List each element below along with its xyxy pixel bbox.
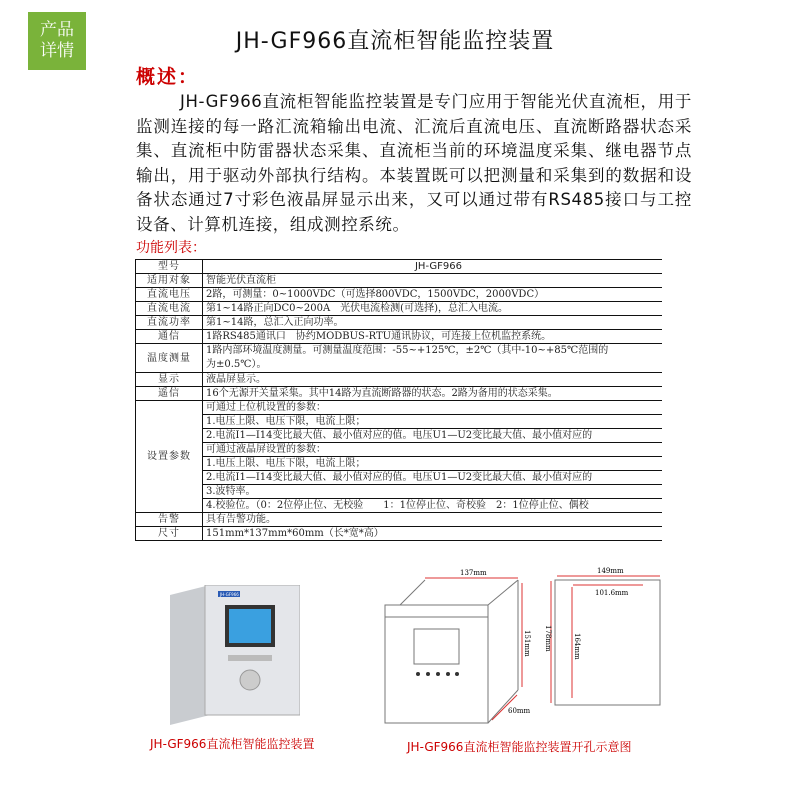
row-value: 第1~14路正向DC0~200A 光伏电流检测(可选择)，总汇入电流。 — [203, 302, 675, 316]
table-row — [136, 373, 675, 387]
table-row — [136, 513, 675, 527]
row-key: 通信 — [136, 330, 203, 344]
row-key: 适用对象 — [136, 274, 203, 288]
row-value: 2路，可测量：0~1000VDC（可选择800VDC，1500VDC，2000VDC） — [203, 288, 675, 302]
settings-line: 可通过上位机设置的参数： — [203, 401, 675, 415]
row-value: 智能光伏直流柜 — [203, 274, 675, 288]
table-row — [136, 443, 675, 457]
photo-caption: JH-GF966直流柜智能监控装置 — [150, 737, 315, 751]
dim-cut-height: 178mm — [544, 625, 552, 652]
table-row — [136, 429, 675, 443]
overview-heading: 概述： — [136, 66, 200, 88]
settings-line: 2.电流I1—I14变比最大值、最小值对应的值。电压U1—U2变比最大值、最小值对应的 — [203, 429, 675, 443]
dim-height: 151mm — [523, 630, 531, 657]
settings-line: 1.电压上限、电压下限，电流上限； — [203, 457, 675, 471]
dim-cut-width: 149mm — [597, 567, 624, 575]
row-key: 直流电流 — [136, 302, 203, 316]
row-value: 151mm*137mm*60mm（长*宽*高） — [203, 527, 675, 541]
table-row — [136, 401, 675, 415]
row-value: 16个无源开关量采集。其中14路为直流断路器的状态。2路为备用的状态采集。 — [203, 387, 675, 401]
intro-paragraph: JH-GF966直流柜智能监控装置是专门应用于智能光伏直流柜，用于监测连接的每一路汇流箱输出电流、汇流后直流电压、直流断路器状态采集、直流柜中防雷器状态采集、直流柜当前的环境温度采集、继电器节点输出，用于驱动外部执行结构。本装置既可以把测量和采集到的数据和设备状态通过7寸彩色液晶屏显示出来，又可以通过带有RS485接口与工控设备、计算机连接，组成测控系统。 — [136, 92, 692, 234]
settings-line: 3.波特率。 — [203, 485, 675, 499]
dim-hole-height: 164mm — [573, 633, 581, 660]
row-key: 尺寸 — [136, 527, 203, 541]
table-row — [136, 471, 675, 485]
table-row — [136, 330, 675, 344]
row-value: 第1~14路，总汇入正向功率。 — [203, 316, 675, 330]
row-value: 液晶屏显示。 — [203, 373, 675, 387]
spec-table — [135, 259, 675, 541]
row-key: 设置参数 — [136, 401, 203, 513]
table-row — [136, 457, 675, 471]
table-row — [136, 387, 675, 401]
dim-depth: 60mm — [508, 707, 531, 715]
row-key: 显示 — [136, 373, 203, 387]
table-row — [136, 288, 675, 302]
badge-line1: 产品 — [40, 20, 74, 40]
row-key: 遥信 — [136, 387, 203, 401]
table-row — [136, 499, 675, 513]
settings-line: 2.电流I1—I14变比最大值、最小值对应的值。电压U1—U2变比最大值、最小值对应的 — [203, 471, 675, 485]
row-key: 直流电压 — [136, 288, 203, 302]
dim-width: 137mm — [460, 569, 487, 577]
row-key: 型号 — [136, 260, 203, 274]
row-value: 1路RS485通讯口 协约MODBUS-RTU通讯协议，可连接上位机监控系统。 — [203, 330, 675, 344]
row-value: JH-GF966 — [203, 260, 675, 274]
dim-hole-width: 101.6mm — [595, 589, 629, 597]
dimension-diagram — [380, 565, 680, 725]
row-value: 具有告警功能。 — [203, 513, 675, 527]
table-row — [136, 485, 675, 499]
row-value — [203, 344, 675, 373]
badge-line2: 详情 — [40, 41, 74, 61]
diagram-caption: JH-GF966直流柜智能监控装置开孔示意图 — [407, 740, 632, 754]
settings-line: 可通过液晶屏设置的参数： — [203, 443, 675, 457]
settings-line: 4.校验位。（0：2位停止位、无校验 1：1位停止位、奇校验 2：1位停止位、偶校 — [203, 499, 675, 513]
page-title: JH-GF966直流柜智能监控装置 — [235, 29, 555, 54]
table-row — [136, 344, 675, 373]
product-photo — [170, 585, 300, 725]
device-label: JH-GF966 — [220, 592, 239, 597]
table-row — [136, 302, 675, 316]
table-row — [136, 260, 675, 274]
settings-line: 1.电压上限、电压下限，电流上限； — [203, 415, 675, 429]
table-row — [136, 316, 675, 330]
table-row — [136, 274, 675, 288]
function-list-heading: 功能列表： — [136, 240, 206, 256]
row-key: 告警 — [136, 513, 203, 527]
table-row — [136, 527, 675, 541]
temp-line1: 1路内部环境温度测量。可测量温度范围：-55~+125℃，±2℃（其中-10~+85℃范围的 — [206, 345, 609, 356]
row-key: 直流功率 — [136, 316, 203, 330]
row-key: 温度测量 — [136, 344, 203, 373]
table-row — [136, 415, 675, 429]
temp-line2: 为±0.5℃）。 — [206, 359, 267, 370]
